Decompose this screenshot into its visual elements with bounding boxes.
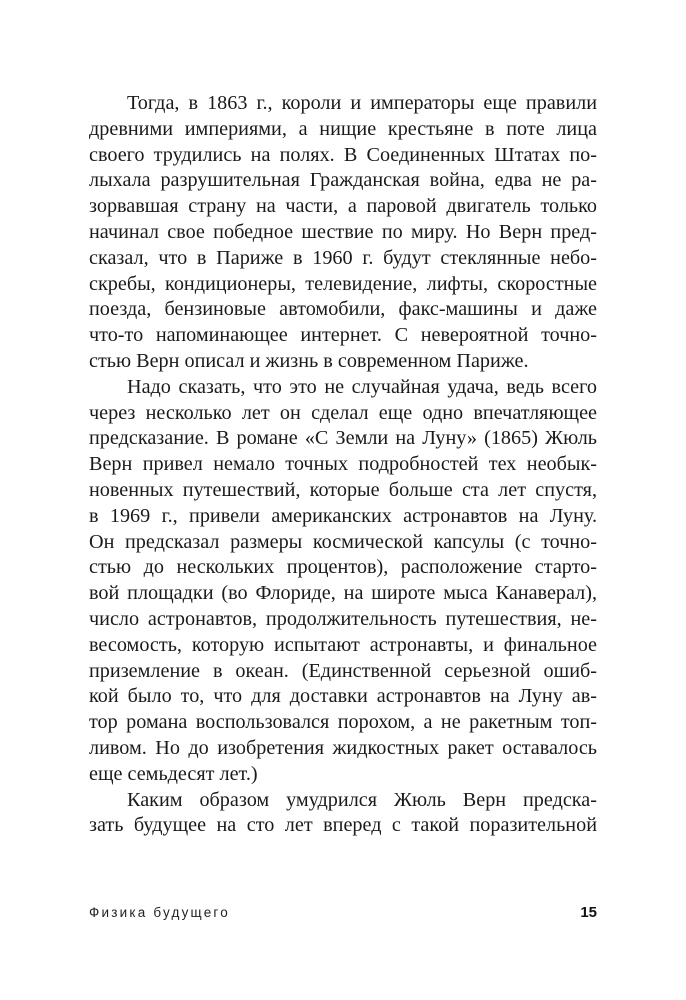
text-line: через несколько лет он сделал еще одно впечатляющее [89, 401, 597, 424]
text-line: своего трудились на полях. В Соединенных Штатах по- [89, 143, 597, 166]
text-line: Каким образом умудрился Жюль Верн предска- [127, 788, 597, 811]
paragraph-3 [89, 788, 597, 840]
text-line: древними империями, а нищие крестьяне в поте лица [89, 117, 597, 140]
text-line: зать будущее на сто лет вперед с такой поразительной [89, 814, 597, 837]
text-line: стью Верн описал и жизнь в современном Париже. [89, 349, 529, 372]
text-line: приземление в океан. (Единственной серьезной ошиб- [89, 659, 597, 682]
text-line: еще семьдесят лет.) [89, 762, 258, 785]
page-footer [89, 904, 597, 928]
text-line: скребы, кондиционеры, телевидение, лифты, скоростные [89, 272, 597, 295]
text-line: зорвавшая страну на части, а паровой двигатель только [89, 195, 597, 218]
text-line: Надо сказать, что это не случайная удача, ведь всего [127, 375, 597, 398]
text-line: предсказание. В романе «С Земли на Луну» (1865) Жюль [89, 427, 597, 450]
text-line: число астронавтов, продолжительность путешествия, не- [89, 607, 597, 630]
text-line: тор романа воспользовался порохом, а не ракетным топ- [89, 711, 597, 734]
text-line: поезда, бензиновые автомобили, факс-машины и даже [89, 298, 597, 321]
text-line: что-то напоминающее интернет. С невероятной точно- [89, 324, 597, 347]
text-line: сказал, что в Париже в 1960 г. будут стеклянные небо- [89, 246, 597, 269]
running-title: Физика будущего [89, 905, 230, 920]
text-line: в 1969 г., привели американских астронавтов на Луну. [89, 504, 597, 527]
text-line: лыхала разрушительная Гражданская война, едва не ра- [89, 169, 597, 192]
page-number: 15 [580, 904, 597, 921]
text-line: Тогда, в 1863 г., короли и императоры еще правили [127, 92, 597, 114]
text-line: ливом. Но до изобретения жидкостных ракет оставалось [89, 736, 597, 759]
text-line: вой площадки (во Флориде, на широте мыса Канаверал), [89, 582, 597, 605]
text-line: Он предсказал размеры космической капсулы (с точно- [89, 530, 597, 553]
paragraph-2 [89, 375, 597, 788]
page-body-text [89, 91, 597, 839]
text-line: новенных путешествий, которые больше ста лет спустя, [89, 478, 597, 501]
paragraph-1 [89, 91, 597, 375]
text-line: Верн привел немало точных подробностей тех необык- [89, 453, 597, 476]
text-line: весомость, которую испытают астронавты, и финальное [89, 633, 597, 656]
text-line: кой было то, что для доставки астронавтов на Луну ав- [89, 685, 597, 708]
text-line: стью до нескольких процентов), расположение старто- [89, 556, 597, 579]
text-line: начинал свое победное шествие по миру. Но Верн пред- [89, 220, 597, 243]
